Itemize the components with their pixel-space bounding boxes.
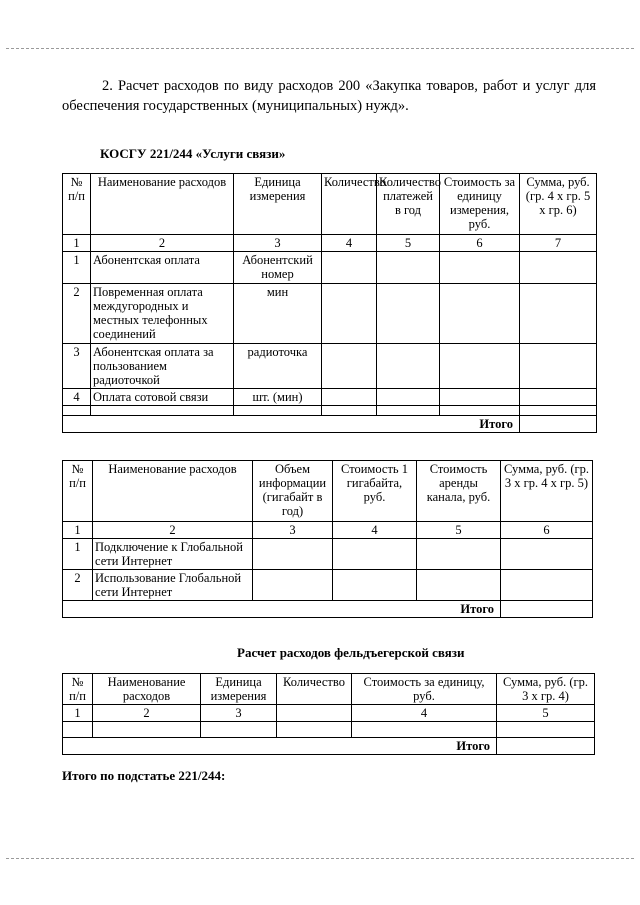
column-number-row: [63, 705, 595, 722]
column-header: Наименование расходов: [91, 174, 234, 235]
column-header: № п/п: [63, 174, 91, 235]
total-row: [63, 738, 595, 755]
empty-cell: [520, 284, 597, 344]
total-row: [63, 601, 593, 618]
column-header: Количество: [322, 174, 377, 235]
column-header: Количество платежей в год: [377, 174, 440, 235]
unit-cell: Абонентский номер: [234, 252, 322, 284]
column-number: 3: [201, 705, 277, 722]
column-number: 1: [63, 522, 93, 539]
column-header: Объем информации (гигабайт в год): [253, 461, 333, 522]
empty-cell: [377, 284, 440, 344]
empty-cell: [417, 539, 501, 570]
column-number: 6: [440, 235, 520, 252]
subtotal-label: Итого по подстатье 221/244:: [62, 768, 226, 783]
empty-cell: [377, 406, 440, 416]
total-label: Итого: [63, 738, 497, 755]
empty-cell: [322, 252, 377, 284]
empty-cell: [440, 252, 520, 284]
empty-cell: [501, 539, 593, 570]
column-header: Стоимость аренды канала, руб.: [417, 461, 501, 522]
column-header: Сумма, руб. (гр. 3 x гр. 4 x гр. 5): [501, 461, 593, 522]
table-row: [63, 389, 597, 406]
unit-cell: мин: [234, 284, 322, 344]
column-header: Сумма, руб. (гр. 3 x гр. 4): [497, 674, 595, 705]
table-row: [63, 539, 593, 570]
column-header: Единица измерения: [201, 674, 277, 705]
unit-cell: шт. (мин): [234, 389, 322, 406]
column-number: 6: [501, 522, 593, 539]
empty-cell: [417, 570, 501, 601]
column-header: № п/п: [63, 674, 93, 705]
empty-cell: [352, 722, 497, 738]
empty-cell: [63, 722, 93, 738]
column-number-row: [63, 235, 597, 252]
empty-cell: [201, 722, 277, 738]
empty-cell: [322, 284, 377, 344]
empty-cell: [322, 406, 377, 416]
empty-cell: [440, 284, 520, 344]
column-number: 2: [93, 522, 253, 539]
empty-cell: [377, 344, 440, 389]
column-number: 2: [93, 705, 201, 722]
column-number: [277, 705, 352, 722]
table-header-row: [63, 674, 595, 705]
empty-cell: [520, 406, 597, 416]
table-row: [63, 344, 597, 389]
column-header: Стоимость за единицу, руб.: [352, 674, 497, 705]
empty-cell: [440, 389, 520, 406]
courier-title: Расчет расходов фельдъегерской связи: [237, 645, 465, 660]
column-number: 1: [63, 235, 91, 252]
courier-services-table: [62, 673, 595, 755]
section-heading: [62, 76, 596, 116]
row-number: 2: [63, 284, 91, 344]
communication-services-table: [62, 173, 597, 433]
total-label: Итого: [63, 601, 501, 618]
empty-cell: [497, 722, 595, 738]
column-header: № п/п: [63, 461, 93, 522]
kosgu-title: КОСГУ 221/244 «Услуги связи»: [100, 146, 286, 161]
column-number: 2: [91, 235, 234, 252]
table-row: [63, 252, 597, 284]
expense-name: Повременная оплата междугородных и местных телефонных соединений: [91, 284, 234, 344]
bottom-scan-line: [6, 858, 634, 859]
empty-cell: [377, 252, 440, 284]
expense-name: Оплата сотовой связи: [91, 389, 234, 406]
empty-cell: [440, 344, 520, 389]
table-header-row: [63, 174, 597, 235]
empty-cell: [322, 389, 377, 406]
column-number: 7: [520, 235, 597, 252]
column-number: 5: [417, 522, 501, 539]
column-number: 5: [497, 705, 595, 722]
empty-cell: [91, 406, 234, 416]
expense-name: Абонентская оплата за пользованием радиоточкой: [91, 344, 234, 389]
column-number: 3: [253, 522, 333, 539]
empty-cell: [93, 722, 201, 738]
column-number: 3: [234, 235, 322, 252]
empty-cell: [63, 406, 91, 416]
column-header: Количество: [277, 674, 352, 705]
row-number: 4: [63, 389, 91, 406]
top-scan-line: [6, 48, 634, 49]
row-number: 1: [63, 539, 93, 570]
column-number-row: [63, 522, 593, 539]
row-number: 1: [63, 252, 91, 284]
column-header: Единица измерения: [234, 174, 322, 235]
table-row: [63, 570, 593, 601]
expense-name: Абонентская оплата: [91, 252, 234, 284]
empty-cell: [322, 344, 377, 389]
column-header: Стоимость за единицу измерения, руб.: [440, 174, 520, 235]
row-number: 3: [63, 344, 91, 389]
column-header: Наименование расходов: [93, 674, 201, 705]
total-row: [63, 416, 597, 433]
expense-name: Использование Глобальной сети Интернет: [93, 570, 253, 601]
row-number: 2: [63, 570, 93, 601]
expense-name: Подключение к Глобальной сети Интернет: [93, 539, 253, 570]
column-header: Сумма, руб. (гр. 4 x гр. 5 x гр. 6): [520, 174, 597, 235]
empty-cell: [234, 406, 322, 416]
empty-cell: [501, 570, 593, 601]
empty-cell: [520, 389, 597, 406]
column-number: 4: [352, 705, 497, 722]
column-number: 5: [377, 235, 440, 252]
section-heading-text: 2. Расчет расходов по виду расходов 200 «Закупка товаров, работ и услуг для обеспечения государственных (муниципальных) нужд».: [62, 78, 596, 114]
column-number: 4: [333, 522, 417, 539]
table-row: [63, 722, 595, 738]
total-value-cell: [520, 416, 597, 433]
column-number: 4: [322, 235, 377, 252]
empty-cell: [520, 344, 597, 389]
column-header: Стоимость 1 гигабайта, руб.: [333, 461, 417, 522]
empty-cell: [377, 389, 440, 406]
column-number: 1: [63, 705, 93, 722]
empty-cell: [520, 252, 597, 284]
total-label: Итого: [63, 416, 520, 433]
empty-cell: [277, 722, 352, 738]
empty-cell: [333, 539, 417, 570]
internet-services-table: [62, 460, 593, 618]
empty-cell: [440, 406, 520, 416]
table-header-row: [63, 461, 593, 522]
empty-cell: [333, 570, 417, 601]
table-row: [63, 284, 597, 344]
total-value-cell: [497, 738, 595, 755]
empty-cell: [253, 539, 333, 570]
table-row: [63, 406, 597, 416]
total-value-cell: [501, 601, 593, 618]
column-header: Наименование расходов: [93, 461, 253, 522]
unit-cell: радиоточка: [234, 344, 322, 389]
empty-cell: [253, 570, 333, 601]
